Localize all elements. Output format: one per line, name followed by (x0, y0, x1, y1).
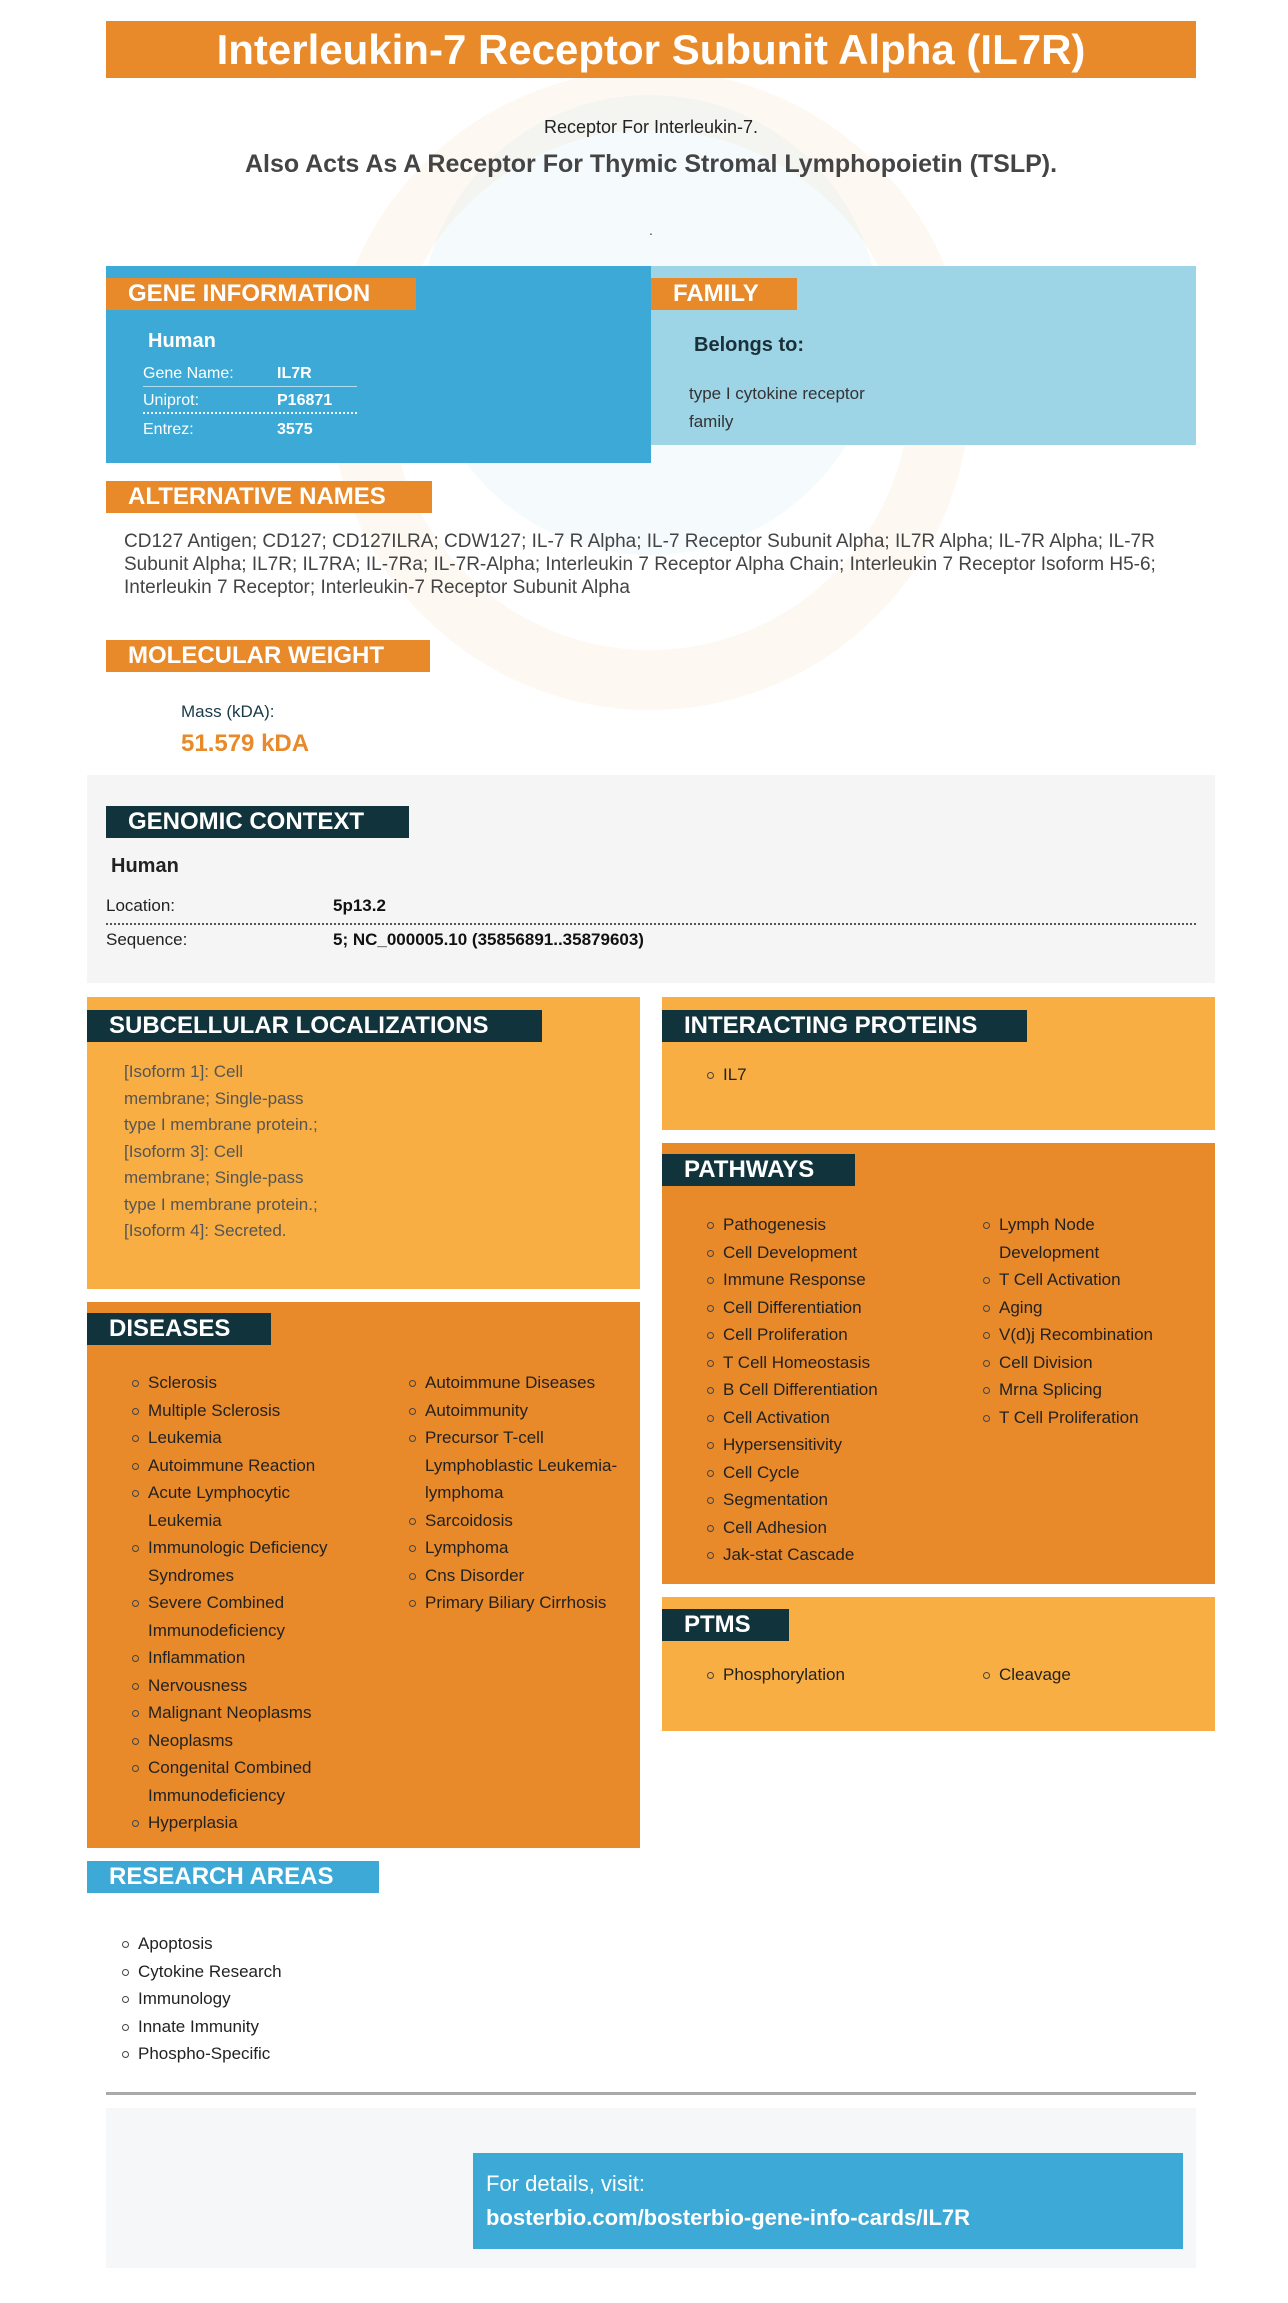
list-item: Cell Activation (707, 1404, 957, 1432)
list-item: Acute Lymphocytic Leukemia (132, 1479, 318, 1534)
list-item: IL7 (707, 1061, 1007, 1089)
gene-species: Human (148, 330, 216, 352)
subcellular-label: SUBCELLULAR LOCALIZATIONS (87, 1010, 542, 1042)
list-item: Lymphoma (409, 1534, 634, 1562)
list-item: Hypersensitivity (707, 1431, 957, 1459)
subcellular-text (124, 1059, 364, 1245)
alternative-names-text: CD127 Antigen; CD127; CD127ILRA; CDW127; IL-7 R Alpha; IL-7 Receptor Subunit Alpha; IL7R Alpha; IL-7R Alpha; IL-7R Subunit Alpha; IL7R; IL7RA; IL-7Ra; IL-7R-Alpha; Interleukin 7 Receptor Alpha Chain; Interleukin 7 Receptor Isoform H5-6; Interleukin 7 Receptor; Interleukin-7 Receptor Subunit Alpha (124, 531, 1156, 598)
family-line-2: family (689, 412, 734, 431)
entrez-key: Entrez: (143, 421, 194, 438)
family-section (651, 266, 1196, 445)
list-item: Multiple Sclerosis (132, 1397, 372, 1425)
list-item: Autoimmunity (409, 1397, 634, 1425)
details-link-box[interactable] (473, 2153, 1183, 2249)
page-title: Interleukin-7 Receptor Subunit Alpha (IL7R) (106, 21, 1196, 78)
list-item: Severe Combined Immunodeficiency (132, 1589, 328, 1644)
list-item: Innate Immunity (122, 2013, 422, 2041)
gene-information-section (106, 266, 651, 463)
list-item: Cell Proliferation (707, 1321, 957, 1349)
gene-name-key: Gene Name: (143, 365, 234, 382)
subtitle-dot: . (649, 222, 653, 238)
subcellular-line: [Isoform 1]: Cell (124, 1062, 244, 1081)
subcellular-section (87, 997, 640, 1289)
interacting-proteins-label: INTERACTING PROTEINS (662, 1010, 1027, 1042)
interacting-proteins-list (707, 1061, 1007, 1089)
list-item: Lymph Node Development (983, 1211, 1139, 1266)
list-item: Cns Disorder (409, 1562, 634, 1590)
genomic-divider (106, 923, 1196, 925)
list-item: Nervousness (132, 1672, 372, 1700)
ptms-label: PTMS (662, 1609, 789, 1641)
subcellular-line: type I membrane protein.; (124, 1115, 318, 1134)
ptms-list-col1 (707, 1661, 957, 1689)
family-belongs-to: Belongs to: (694, 334, 804, 356)
diseases-section (87, 1302, 640, 1848)
location-value: 5p13.2 (333, 896, 386, 915)
list-item: Segmentation (707, 1486, 957, 1514)
location-row (106, 896, 1196, 924)
family-label: FAMILY (651, 278, 797, 310)
subcellular-line: membrane; Single-pass (124, 1168, 304, 1187)
subcellular-line: membrane; Single-pass (124, 1088, 304, 1108)
list-item: Precursor T-cell Lymphoblastic Leukemia-lymphoma (409, 1424, 625, 1507)
pathways-section (662, 1143, 1215, 1584)
list-item: Cell Differentiation (707, 1294, 957, 1322)
list-item: Apoptosis (122, 1930, 422, 1958)
genomic-context-section (87, 775, 1215, 983)
list-item: Inflammation (132, 1644, 372, 1672)
list-item: Hyperplasia (132, 1809, 372, 1837)
research-areas-label: RESEARCH AREAS (87, 1861, 379, 1893)
list-item: Cell Cycle (707, 1459, 957, 1487)
subcellular-line: type I membrane protein.; (124, 1194, 318, 1214)
genomic-context-label: GENOMIC CONTEXT (106, 806, 409, 838)
subtitle-secondary: Also Acts As A Receptor For Thymic Stromal Lymphopoietin (TSLP). (244, 150, 1058, 178)
list-item: Mrna Splicing (983, 1376, 1183, 1404)
details-label: For details, visit: (486, 2171, 645, 2196)
ptms-section (662, 1597, 1215, 1731)
list-item: T Cell Homeostasis (707, 1349, 957, 1377)
list-item: T Cell Proliferation (983, 1404, 1183, 1432)
list-item: Phospho-Specific (122, 2040, 422, 2068)
location-key: Location: (106, 896, 175, 915)
list-item: Cell Adhesion (707, 1514, 957, 1542)
subcellular-line: [Isoform 4]: Secreted. (124, 1221, 287, 1240)
pathways-list-col1 (707, 1211, 957, 1569)
entrez-value: 3575 (277, 421, 313, 438)
list-item: T Cell Activation (983, 1266, 1183, 1294)
list-item: Autoimmune Reaction (132, 1452, 372, 1480)
diseases-list-col1 (132, 1369, 372, 1837)
subcellular-line: [Isoform 3]: Cell (124, 1141, 244, 1161)
list-item: Sarcoidosis (409, 1507, 634, 1535)
list-item: Immunology (122, 1985, 422, 2013)
list-item: V(d)j Recombination (983, 1321, 1183, 1349)
gene-name-value: IL7R (277, 365, 312, 382)
diseases-list-col2 (409, 1369, 634, 1617)
list-item: Cytokine Research (122, 1958, 422, 1986)
details-url-link[interactable]: bosterbio.com/bosterbio-gene-info-cards/IL7R (486, 2205, 971, 2230)
genomic-species: Human (111, 855, 179, 877)
uniprot-key: Uniprot: (143, 392, 200, 409)
sequence-key: Sequence: (106, 930, 188, 949)
list-item: Immune Response (707, 1266, 957, 1294)
alternative-names-label: ALTERNATIVE NAMES (106, 481, 432, 513)
pathways-label: PATHWAYS (662, 1154, 855, 1186)
list-item: Pathogenesis (707, 1211, 957, 1239)
list-item: Primary Biliary Cirrhosis (409, 1589, 634, 1617)
list-item: Sclerosis (132, 1369, 372, 1397)
list-item: Cleavage (983, 1661, 1183, 1689)
list-item: Leukemia (132, 1424, 372, 1452)
list-item: Cell Development (707, 1239, 957, 1267)
list-item: Congenital Combined Immunodeficiency (132, 1754, 348, 1809)
pathways-list-col2 (983, 1211, 1183, 1431)
uniprot-value: P16871 (277, 392, 333, 409)
mass-label: Mass (kDA): (181, 702, 275, 721)
gene-information-label: GENE INFORMATION (106, 278, 416, 310)
subtitle-primary: Receptor For Interleukin-7. (543, 117, 759, 137)
research-areas-list (122, 1930, 422, 2068)
list-item: Immunologic Deficiency Syndromes (132, 1534, 358, 1589)
list-item: B Cell Differentiation (707, 1376, 957, 1404)
family-line-1: type I cytokine receptor (689, 384, 865, 403)
list-item: Neoplasms (132, 1727, 372, 1755)
list-item: Aging (983, 1294, 1183, 1322)
sequence-value: 5; NC_000005.10 (35856891..35879603) (333, 930, 644, 949)
gene-name-row (143, 365, 357, 387)
mass-value: 51.579 kDA (181, 730, 310, 757)
uniprot-row (143, 392, 357, 414)
list-item: Jak-stat Cascade (707, 1541, 957, 1569)
entrez-row (143, 421, 357, 443)
list-item: Cell Division (983, 1349, 1183, 1377)
list-item: Autoimmune Diseases (409, 1369, 634, 1397)
list-item: Phosphorylation (707, 1661, 957, 1689)
footer-divider (106, 2092, 1196, 2095)
sequence-row (106, 930, 1196, 958)
ptms-list-col2 (983, 1661, 1183, 1689)
molecular-weight-label: MOLECULAR WEIGHT (106, 640, 430, 672)
list-item: Malignant Neoplasms (132, 1699, 372, 1727)
interacting-proteins-section (662, 997, 1215, 1130)
diseases-label: DISEASES (87, 1313, 271, 1345)
